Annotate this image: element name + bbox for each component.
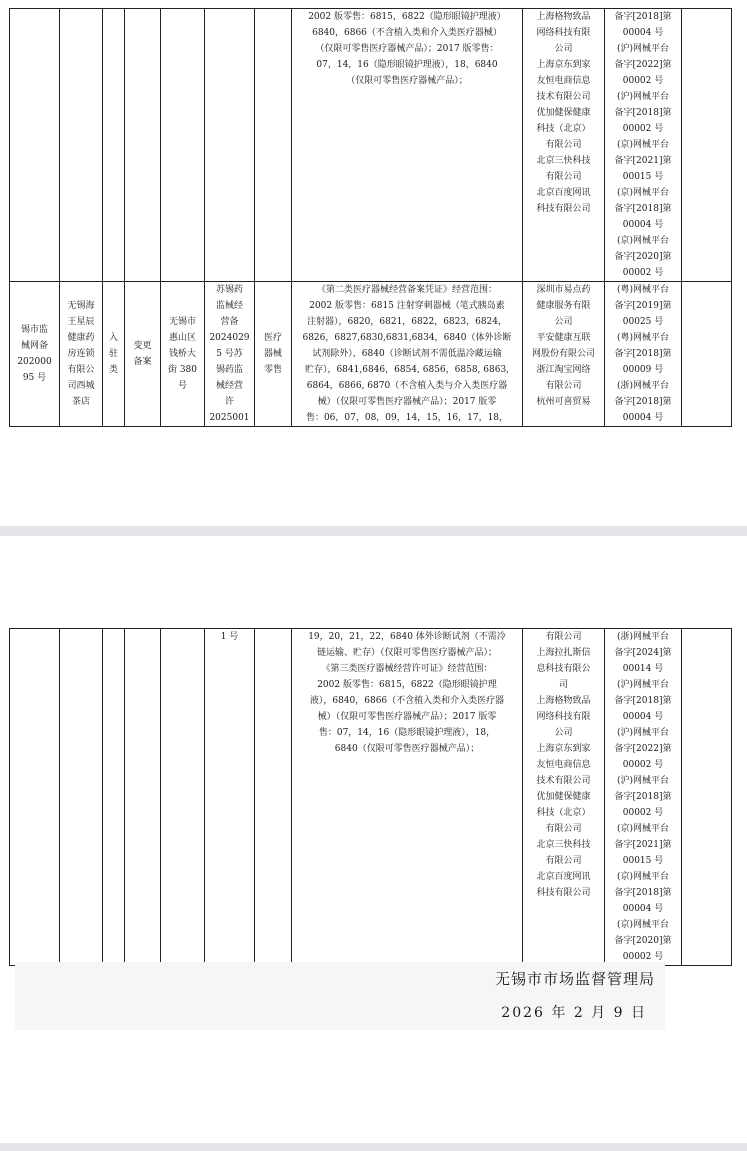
- address-cell: [161, 9, 205, 282]
- text-line: 备字[2020]第: [614, 252, 672, 262]
- text-line: 平安健康互联: [536, 333, 591, 343]
- company-cell: [60, 629, 103, 966]
- text-line: 司: [558, 680, 568, 690]
- text-line: 6840，6866（不含植入类和介入类医疗器械）: [312, 28, 502, 38]
- text-line: 友恒电商信息: [536, 76, 591, 86]
- issuing-agency: 无锡市市场监督管理局: [494, 970, 655, 988]
- text-line: (粤)网械平台: [616, 333, 670, 343]
- text-line: 备字[2018]第: [614, 397, 672, 407]
- text-line: (沪)网械平台: [616, 728, 670, 738]
- text-line: 有限公司: [545, 381, 582, 391]
- table-row: [10, 9, 732, 282]
- license-cell: [205, 282, 255, 427]
- text-line: (沪)网械平台: [616, 92, 670, 102]
- text-line: 上海格物致品: [536, 696, 591, 706]
- table-row: [10, 282, 732, 427]
- text-line: 00002 号: [622, 76, 664, 86]
- record-table-bottom: [9, 628, 732, 966]
- text-line: (京)网械平台: [616, 188, 670, 198]
- text-line: 上海京东到家: [536, 60, 591, 70]
- company-cell: [60, 282, 103, 427]
- text-line: 备字[2018]第: [614, 349, 672, 359]
- text-line: 2002 版零售：6815，6822（隐形眼镜护理: [317, 680, 497, 690]
- text-line: (粤)网械平台: [616, 285, 670, 295]
- category-cell: [255, 282, 292, 427]
- business-scope-cell: [292, 282, 523, 427]
- page-separator: [0, 526, 747, 536]
- text-line: 无锡海: [67, 301, 95, 311]
- text-line: 钱桥大: [168, 349, 196, 359]
- record-no-cell: [10, 629, 60, 966]
- signature-block: [15, 962, 665, 1030]
- text-line: 有限公司: [545, 172, 582, 182]
- text-line: 202000: [17, 357, 52, 367]
- remark-cell: [682, 9, 732, 282]
- text-line: （仅限可零售医疗器械产品）；2017 版零售：: [315, 44, 499, 54]
- text-line: 深圳市易点药: [536, 285, 591, 295]
- text-line: 变更: [133, 341, 152, 351]
- text-line: 北京百度网讯: [536, 188, 591, 198]
- text-line: 00004 号: [622, 28, 664, 38]
- text-line: 街 380: [167, 365, 198, 375]
- text-line: 00004 号: [622, 712, 664, 722]
- text-line: 00015 号: [622, 856, 664, 866]
- text-line: (浙)网械平台: [616, 632, 670, 642]
- text-line: 公司: [554, 44, 573, 54]
- text-line: 友恒电商信息: [536, 760, 591, 770]
- text-line: 苏锡药: [215, 285, 243, 295]
- text-line: (沪)网械平台: [616, 44, 670, 54]
- text-line: 公司: [554, 317, 573, 327]
- record-table-top: [9, 8, 732, 427]
- text-line: (京)网械平台: [616, 236, 670, 246]
- text-line: 类: [108, 365, 118, 375]
- text-line: 北京三快科技: [536, 840, 591, 850]
- type-cell: [103, 282, 125, 427]
- text-line: 备字[2018]第: [614, 204, 672, 214]
- text-line: 售：07，14，16（隐形眼镜护理液），18，: [318, 728, 496, 738]
- text-line: 备案: [133, 357, 152, 367]
- text-line: 00009 号: [622, 365, 664, 375]
- text-line: 链运输、贮存）（仅限可零售医疗器械产品）；: [316, 648, 497, 658]
- type-cell: [103, 629, 125, 966]
- change-type-cell: [125, 9, 161, 282]
- company-cell: [60, 9, 103, 282]
- text-line: 房连锁: [67, 349, 95, 359]
- text-line: 液），6840，6866（不含植入类和介入类医疗器: [309, 696, 505, 706]
- text-line: (沪)网械平台: [616, 776, 670, 786]
- text-line: 6826，6827,6830,6831,6834，6840（体外诊断: [302, 333, 512, 343]
- category-cell: [255, 9, 292, 282]
- text-line: (京)网械平台: [616, 872, 670, 882]
- text-line: 械）（仅限可零售医疗器械产品）；2017 版零: [317, 712, 497, 722]
- text-line: 锡药监: [215, 365, 243, 375]
- text-line: 息科技有限公: [536, 664, 591, 674]
- text-line: 网络科技有限: [536, 28, 591, 38]
- text-line: 无锡市: [168, 317, 196, 327]
- platform-cell: [523, 9, 605, 282]
- text-line: 有限公司: [545, 140, 582, 150]
- text-line: (沪)网械平台: [616, 680, 670, 690]
- text-line: 茶店: [71, 397, 90, 407]
- text-line: 械）（仅限可零售医疗器械产品）；2017 版零: [317, 397, 497, 407]
- platform-filing-cell: [605, 629, 682, 966]
- text-line: 公司: [554, 728, 573, 738]
- category-cell: [255, 629, 292, 966]
- text-line: 售：06，07，08，09，14，15，16，17，18，: [305, 413, 509, 423]
- text-line: 2002 版零售：6815 注射穿刺器械（笔式胰岛素: [309, 301, 505, 311]
- text-line: 科技有限公司: [536, 888, 591, 898]
- text-line: 备字[2018]第: [614, 888, 672, 898]
- text-line: 技术有限公司: [536, 776, 591, 786]
- record-no-cell: [10, 9, 60, 282]
- text-line: 2002 版零售：6815，6822（隐形眼镜护理液）: [308, 12, 506, 22]
- text-line: 零售: [263, 365, 282, 375]
- text-line: 5 号苏: [216, 349, 243, 359]
- text-line: 备字[2018]第: [614, 696, 672, 706]
- text-line: (京)网械平台: [616, 920, 670, 930]
- remark-cell: [682, 282, 732, 427]
- text-line: 00002 号: [622, 952, 664, 962]
- text-line: 备字[2021]第: [614, 156, 672, 166]
- text-line: 00002 号: [622, 808, 664, 818]
- text-line: 《第二类医疗器械经营备案凭证》经营范围：: [316, 285, 497, 295]
- text-line: 优加健保健康: [536, 792, 591, 802]
- text-line: 备字[2021]第: [614, 840, 672, 850]
- text-line: 杭州可喜贸易: [536, 397, 591, 407]
- text-line: 备字[2024]第: [614, 648, 672, 658]
- platform-filing-cell: [605, 9, 682, 282]
- text-line: 上海京东到家: [536, 744, 591, 754]
- text-line: 00002 号: [622, 124, 664, 134]
- text-line: 健康药: [67, 333, 95, 343]
- text-line: 备字[2022]第: [614, 60, 672, 70]
- text-line: 备字[2020]第: [614, 936, 672, 946]
- text-line: 医疗: [263, 333, 282, 343]
- change-type-cell: [125, 629, 161, 966]
- remark-cell: [682, 629, 732, 966]
- text-line: 浙江淘宝网络: [536, 365, 591, 375]
- text-line: (京)网械平台: [616, 824, 670, 834]
- address-cell: [161, 282, 205, 427]
- text-line: 有限公司: [545, 824, 582, 834]
- text-line: 惠山区: [168, 333, 196, 343]
- text-line: 备字[2018]第: [614, 12, 672, 22]
- text-line: 有限公司: [545, 632, 582, 642]
- text-line: 王星辰: [67, 317, 95, 327]
- text-line: 备字[2019]第: [614, 301, 672, 311]
- text-line: 2024029: [209, 333, 250, 343]
- text-line: 司西城: [67, 381, 95, 391]
- text-line: 北京三快科技: [536, 156, 591, 166]
- platform-cell: [523, 629, 605, 966]
- text-line: 07，14，16（隐形眼镜护理液），18，6840: [316, 60, 498, 70]
- text-line: 入: [108, 333, 118, 343]
- text-line: 有限公司: [545, 856, 582, 866]
- text-line: 营备: [220, 317, 239, 327]
- text-line: （仅限可零售医疗器械产品）；: [346, 76, 468, 86]
- text-line: 19，20，21，22，6840 体外诊断试剂（不需冷: [308, 632, 506, 642]
- text-line: 科技有限公司: [536, 204, 591, 214]
- text-line: 优加健保健康: [536, 108, 591, 118]
- text-line: (京)网械平台: [616, 140, 670, 150]
- text-line: 监械经: [215, 301, 243, 311]
- business-scope-cell: [292, 629, 523, 966]
- record-no-cell: [10, 282, 60, 427]
- text-line: 6864，6866, 6870（不含植入类与介入类医疗器: [306, 381, 508, 391]
- text-line: 00002 号: [622, 268, 664, 278]
- text-line: 00014 号: [622, 664, 664, 674]
- text-line: 科技（北京）: [536, 808, 591, 818]
- platform-filing-cell: [605, 282, 682, 427]
- platform-cell: [523, 282, 605, 427]
- text-line: 试剂除外），6840（诊断试剂不需低温冷藏运输: [312, 349, 502, 359]
- text-line: 备字[2018]第: [614, 792, 672, 802]
- text-line: 网络科技有限: [536, 712, 591, 722]
- text-line: 器械: [263, 349, 282, 359]
- text-line: 《第三类医疗器械经营许可证》经营范围：: [321, 664, 493, 674]
- text-line: 贮存），6841,6846，6854, 6856，6858, 6863,: [304, 365, 510, 375]
- issue-date: 2026 年 2 月 9 日: [501, 1005, 647, 1021]
- text-line: 00002 号: [622, 760, 664, 770]
- text-line: 00015 号: [622, 172, 664, 182]
- text-line: 上海格物致品: [536, 12, 591, 22]
- text-line: (浙)网械平台: [616, 381, 670, 391]
- text-line: 备字[2022]第: [614, 744, 672, 754]
- license-cell: [205, 9, 255, 282]
- license-cell: 1 号: [205, 629, 255, 966]
- text-line: 驻: [108, 349, 118, 359]
- text-line: 95 号: [22, 373, 47, 383]
- text-line: 健康服务有限: [536, 301, 591, 311]
- text-line: 00025 号: [622, 317, 664, 327]
- text-line: 网股份有限公司: [531, 349, 595, 359]
- text-line: 号: [177, 381, 187, 391]
- page-separator: [0, 1143, 747, 1151]
- text-line: 上海拉扎斯信: [536, 648, 591, 658]
- business-scope-cell: [292, 9, 523, 282]
- address-cell: [161, 629, 205, 966]
- table-row: [10, 629, 732, 966]
- text-line: 锡市监: [20, 325, 48, 335]
- text-line: 械网备: [20, 341, 48, 351]
- text-line: 00004 号: [622, 904, 664, 914]
- text-line: 科技（北京）: [536, 124, 591, 134]
- text-line: 2025001: [209, 413, 250, 423]
- text-line: 00004 号: [622, 413, 664, 423]
- text-line: 6840（仅限可零售医疗器械产品）；: [334, 744, 480, 754]
- text-line: 备字[2018]第: [614, 108, 672, 118]
- change-type-cell: [125, 282, 161, 427]
- text-line: 注射器），6820，6821，6822，6823，6824，: [306, 317, 508, 327]
- text-line: 00004 号: [622, 220, 664, 230]
- text-line: 技术有限公司: [536, 92, 591, 102]
- text-line: 许: [224, 397, 234, 407]
- text-line: 械经营: [215, 381, 243, 391]
- text-line: 北京百度网讯: [536, 872, 591, 882]
- text-line: 有限公: [67, 365, 95, 375]
- type-cell: [103, 9, 125, 282]
